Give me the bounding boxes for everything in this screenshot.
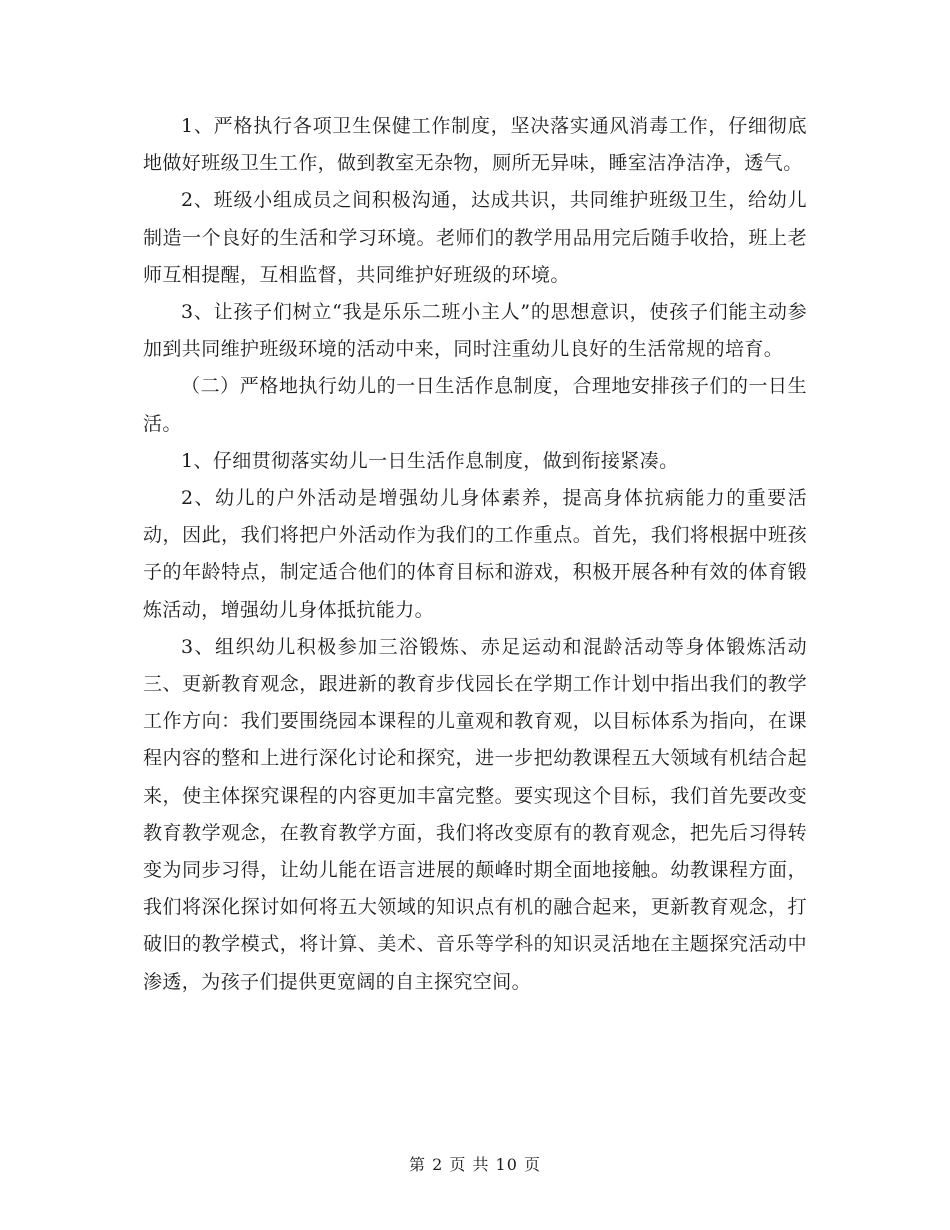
paragraph-little-owner: 3、让孩子们树立“我是乐乐二班小主人”的思想意识，使孩子们能主动参加到共同维护班级环境的活动中来，同时注重幼儿良好的生活常规的培育。	[143, 301, 807, 361]
paragraph-class-cooperation: 2、班级小组成员之间积极沟通，达成共识，共同维护班级卫生，给幼儿制造一个良好的生活和学习环境。老师们的教学用品用完后随手收拾，班上老师互相提醒，互相监督，共同维护好班级的环境。	[143, 189, 807, 286]
document-body	[143, 108, 807, 1001]
paragraph-education-concept: 3、组织幼儿积极参加三浴锻炼、赤足运动和混龄活动等身体锻炼活动三、更新教育观念，跟进新的教育步伐园长在学期工作计划中指出我们的教学工作方向：我们要围绕园本课程的儿童观和教育观，以目标体系为指向，在课程内容的整和上进行深化讨论和探究，进一步把幼教课程五大领域有机结合起来，使主体探究课程的内容更加丰富完整。要实现这个目标，我们首先要改变教育教学观念，在教育教学方面，我们将改变原有的教育观念，把先后习得转变为同步习得，让幼儿能在语言进展的颠峰时期全面地接触。幼教课程方面，我们将深化探讨如何将五大领域的知识点有机的融合起来，更新教育观念，打破旧的教学模式，将计算、美术、音乐等学科的知识灵活地在主题探究活动中渗透，为孩子们提供更宽阔的自主探究空间。	[143, 635, 807, 993]
page-footer: 第 2 页 共 10 页	[409, 1155, 541, 1174]
paragraph-outdoor-activity: 2、幼儿的户外活动是增强幼儿身体素养，提高身体抗病能力的重要活动，因此，我们将把户外活动作为我们的工作重点。首先，我们将根据中班孩子的年龄特点，制定适合他们的体育目标和游戏，积极开展各种有效的体育锻炼活动，增强幼儿身体抵抗能力。	[143, 487, 807, 621]
paragraph-hygiene-system: 1、严格执行各项卫生保健工作制度，坚决落实通风消毒工作，仔细彻底地做好班级卫生工作，做到教室无杂物，厕所无异味，睡室洁净洁净，透气。	[143, 115, 807, 175]
paragraph-daily-schedule: 1、仔细贯彻落实幼儿一日生活作息制度，做到衔接紧凑。	[181, 449, 679, 472]
section-heading-daily-routine: （二）严格地执行幼儿的一日生活作息制度，合理地安排孩子们的一日生活。	[143, 375, 807, 435]
